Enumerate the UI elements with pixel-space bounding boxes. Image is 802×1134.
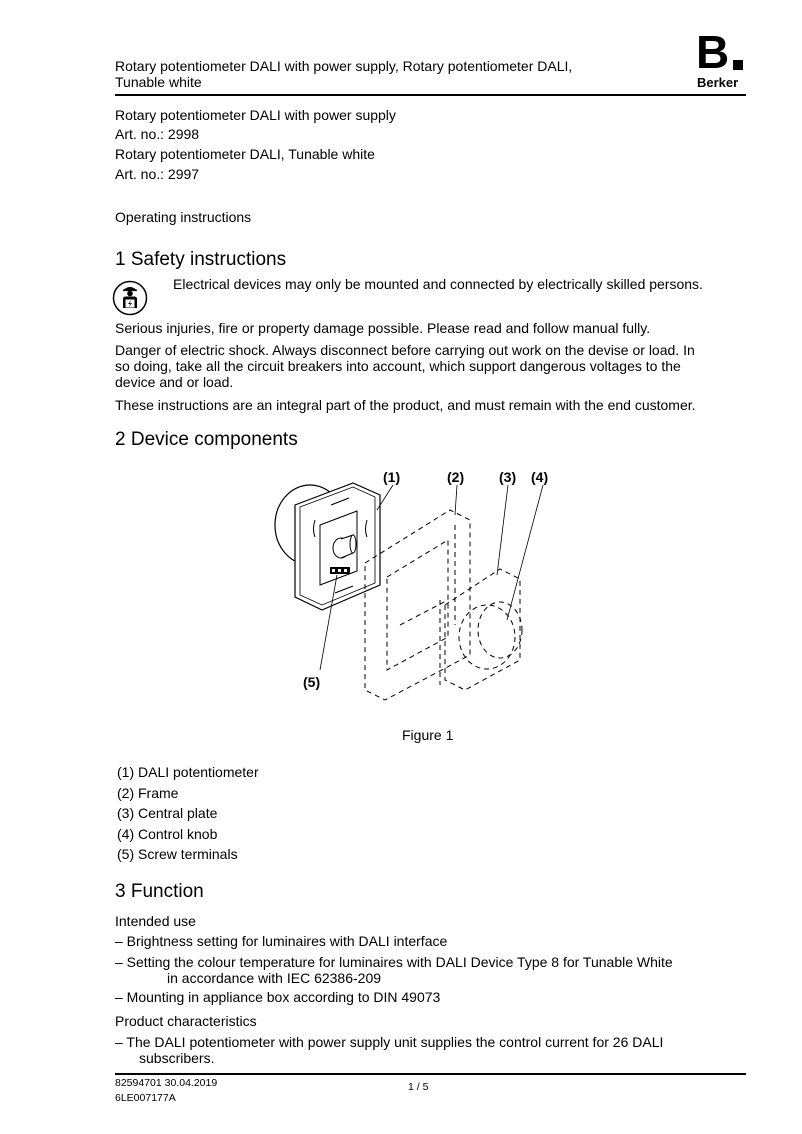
article-number-2: Art. no.: 2997 [115,166,200,182]
footer-rule [115,1073,746,1075]
bullet-power-supply [115,1034,735,1066]
electric-shock-warning [115,342,735,390]
list-item: (3) Central plate [117,805,218,821]
component-list [117,762,259,865]
title-line-1: Rotary potentiometer DALI with power supply, Rotary potentiometer DALI, [115,58,573,74]
bullet-power-line-1: – The DALI potentiometer with power supply unit supplies the control current for 26 DALI [115,1034,664,1050]
potentiometer-drawing [275,483,380,610]
bullet-power-line-2: subscribers. [139,1050,215,1066]
berker-logo-word: Berker [697,75,739,90]
figure-label-3: (3) [499,469,517,485]
frame-drawing [365,510,470,700]
instructions-note: These instructions are an integral part of the product, and must remain with the end customer. [115,397,696,413]
list-item: (1) DALI potentiometer [117,764,259,780]
injury-warning: Serious injuries, fire or property damage possible. Please read and follow manual fully. [115,320,651,336]
skilled-person-icon [112,280,148,316]
product-name-2: Rotary potentiometer DALI, Tunable white [115,146,375,162]
heading-function: 3 Function [115,881,204,902]
bullet-colour-temperature [115,954,735,986]
shock-line-2: so doing, take all the circuit breakers into account, which support dangerous voltages to the [115,358,681,374]
header-rule [115,94,746,96]
figure-caption: Figure 1 [402,727,454,743]
heading-device-components: 2 Device components [115,429,298,450]
product-name-1: Rotary potentiometer DALI with power supply [115,107,396,123]
list-item: (4) Control knob [117,825,218,842]
heading-safety-instructions: 1 Safety instructions [115,249,287,270]
shock-line-3: device and or load. [115,374,234,390]
figure-label-1: (1) [383,469,401,485]
bullet-brightness: – Brightness setting for luminaires with DALI interface [115,933,448,949]
skilled-persons-note: Electrical devices may only be mounted and connected by electrically skilled persons. [173,276,703,292]
page-number: 1 / 5 [408,1081,429,1093]
document-type: Operating instructions [115,209,252,225]
bullet-mounting: – Mounting in appliance box according to DIN 49073 [115,989,441,1005]
central-plate-drawing [440,569,520,690]
footer-doc-number: 82594701 30.04.2019 [115,1077,218,1089]
control-knob-drawing [459,602,522,669]
footer-code: 6LE007177A [115,1092,176,1104]
shock-line-1: Danger of electric shock. Always disconnect before carrying out work on the devise or load. In [115,342,695,358]
figure-label-5: (5) [303,674,321,690]
article-number-1: Art. no.: 2998 [115,126,200,142]
title-line-2: Tunable white [115,74,202,90]
device-components-figure [265,465,585,715]
intended-use-label: Intended use [115,913,196,929]
berker-logo-dot [733,60,743,70]
list-item: (2) Frame [117,784,179,801]
berker-logo-letter: B [696,26,730,78]
bullet-colour-line-2: in accordance with IEC 62386-209 [167,970,382,986]
figure-label-4: (4) [531,469,549,485]
document-title [115,58,675,90]
list-item: (5) Screw terminals [117,846,238,862]
product-characteristics-label: Product characteristics [115,1013,257,1029]
figure-label-2: (2) [447,469,465,485]
bullet-colour-line-1: – Setting the colour temperature for luminaires with DALI Device Type 8 for Tunable White [115,954,673,970]
